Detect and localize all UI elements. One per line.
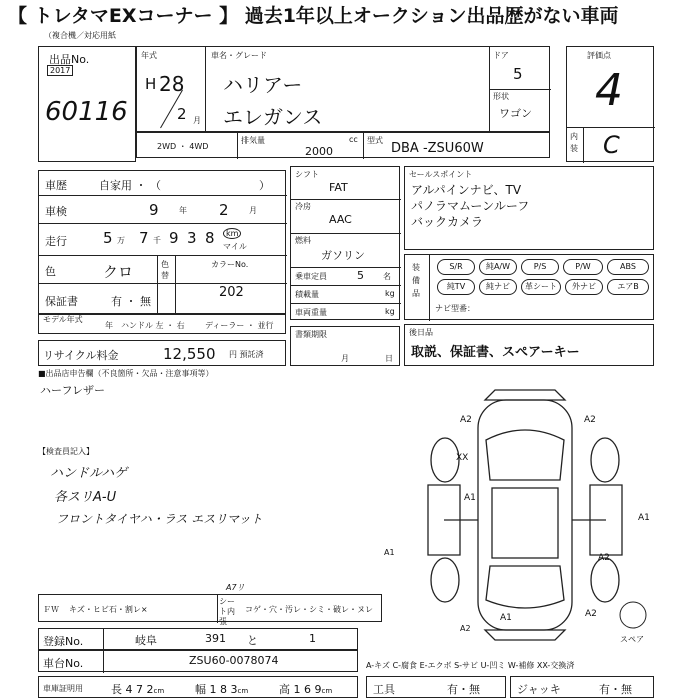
model-box bbox=[136, 46, 550, 132]
mark-0: A2 bbox=[460, 415, 472, 425]
postscript-box bbox=[404, 324, 654, 366]
score-label: 評価点 bbox=[587, 51, 611, 60]
deadline-day: 日 bbox=[385, 354, 393, 363]
katashiki-label: 型式 bbox=[367, 136, 383, 145]
load-label: 積載量 bbox=[295, 290, 319, 299]
score-box bbox=[566, 46, 654, 162]
spare-tire-icon bbox=[618, 600, 648, 630]
tools-row bbox=[366, 676, 506, 698]
lot-box bbox=[38, 46, 136, 162]
model-grade: エレガンス bbox=[223, 105, 323, 129]
equipment-box bbox=[404, 254, 654, 320]
dealer: ディーラー ・ 並行 bbox=[205, 321, 274, 330]
nenshiki-month-unit: 月 bbox=[193, 116, 201, 125]
equip-abs: ABS bbox=[607, 259, 649, 275]
recycle-unit: 円 預託済 bbox=[229, 350, 264, 359]
shape-label: 形状 bbox=[493, 92, 509, 101]
shaken-year-unit: 年 bbox=[179, 206, 187, 215]
mark-4: A1 bbox=[638, 513, 650, 523]
fw-items: キズ・ヒビ石・割レ× bbox=[69, 605, 148, 614]
subhead: （複合機／対応用紙 bbox=[44, 31, 116, 40]
equip-airbag: エアB bbox=[607, 279, 649, 295]
inspector-line-3: フロントタイヤハ・ラス エスリマット bbox=[56, 512, 263, 526]
lot-year: 2017 bbox=[47, 65, 73, 76]
registration-label: 登録No. bbox=[43, 635, 84, 648]
mileage-d1: 7 bbox=[139, 229, 149, 247]
capacity-value: 5 bbox=[357, 269, 364, 282]
capacity-unit: 名 bbox=[383, 272, 391, 281]
deadline-box bbox=[290, 326, 400, 366]
nenshiki-month: 2 bbox=[177, 105, 187, 123]
color-value: クロ bbox=[103, 263, 134, 281]
doors-label: ドア bbox=[493, 51, 509, 60]
mark-zba: A2 bbox=[460, 624, 471, 633]
score-value: 4 bbox=[595, 65, 623, 116]
nenshiki-label: 年式 bbox=[141, 51, 157, 60]
mileage-unit-mile: マイル bbox=[223, 242, 247, 251]
declaration-label: ■出品店申告欄（不良箇所・欠品・注意事項等） bbox=[38, 369, 214, 378]
mark-5: A1 bbox=[500, 613, 512, 623]
chassis-row bbox=[38, 650, 358, 672]
interior-value: C bbox=[603, 131, 620, 159]
model-label: 車名・グレード bbox=[211, 51, 267, 60]
interior-label: 内装 bbox=[570, 132, 578, 153]
fuel-value: ガソリン bbox=[321, 249, 365, 262]
recycle-row bbox=[38, 340, 286, 366]
postscript-label: 後日品 bbox=[409, 328, 433, 337]
dims-l: 長 4 7 2cm bbox=[111, 683, 165, 696]
mark-8: A2 bbox=[585, 609, 597, 619]
tools-label: 工具 bbox=[373, 683, 395, 696]
fw-label: ＦＷ bbox=[43, 605, 59, 614]
registration-kana: と bbox=[247, 634, 258, 647]
dims-label: 車庫証明用 bbox=[43, 684, 83, 693]
declaration-value: ハーフレザー bbox=[40, 384, 106, 397]
inspector-line-1: ハンドルハゲ bbox=[50, 466, 128, 481]
weight-unit: kg bbox=[385, 307, 395, 316]
equip-sr: S/R bbox=[437, 259, 475, 275]
lot-number: 60116 bbox=[45, 97, 128, 127]
equip-pw: P/W bbox=[563, 259, 603, 275]
shaken-label: 車検 bbox=[45, 205, 67, 218]
equip-aw: 純A/W bbox=[479, 259, 517, 275]
registration-row bbox=[38, 628, 358, 650]
mark-2: XX bbox=[456, 453, 469, 463]
fw-seat-label: シート内張 bbox=[219, 597, 235, 626]
postscript-value: 取説、保証書、スペアーキー bbox=[411, 345, 580, 360]
sales-point-2: パノラマムーンルーフ bbox=[411, 199, 530, 213]
shape-value: ワゴン bbox=[499, 107, 532, 120]
fw-note: A7リ bbox=[226, 583, 245, 592]
warranty-label: 保証書 bbox=[45, 295, 78, 308]
recycle-value: 12,550 bbox=[163, 345, 216, 363]
dims-w: 幅 1 8 3cm bbox=[195, 683, 249, 696]
shift-label: シフト bbox=[295, 170, 319, 179]
equip-ps: P/S bbox=[521, 259, 559, 275]
mark-3: A1 bbox=[464, 493, 476, 503]
mark-7: A2 bbox=[598, 553, 610, 563]
nenshiki-era: H bbox=[145, 75, 157, 93]
spec-row bbox=[136, 132, 550, 158]
jack-row bbox=[510, 676, 654, 698]
fuel-label: 燃料 bbox=[295, 236, 311, 245]
displacement-unit: cc bbox=[349, 135, 358, 144]
model-year-unit: 年 bbox=[105, 321, 113, 330]
capacity-label: 乗車定員 bbox=[295, 272, 327, 281]
mileage-man-unit: 万 bbox=[117, 236, 125, 245]
deadline-month: 月 bbox=[341, 354, 349, 363]
jack-label: ジャッキ bbox=[517, 683, 561, 696]
jack-value: 有・無 bbox=[599, 683, 632, 696]
color-code-label: カラーNo. bbox=[211, 260, 249, 269]
chassis-label: 車台No. bbox=[43, 657, 84, 670]
mileage-unit-km: km bbox=[223, 228, 241, 239]
equip-leather: 革シート bbox=[521, 279, 561, 295]
auction-banner: 【 トレタマEXコーナー 】 過去1年以上オークション出品歴がない車両 bbox=[0, 0, 700, 32]
inspector-label: 【検査員記入】 bbox=[38, 447, 94, 456]
displacement-value: 2000 bbox=[305, 145, 333, 158]
doors-value: 5 bbox=[513, 65, 523, 83]
mileage-d2: 9 bbox=[169, 229, 179, 247]
navi-label: ナビ型番： bbox=[435, 304, 475, 313]
equip-tv: 純TV bbox=[437, 279, 475, 295]
sales-points-label: セールスポイント bbox=[409, 170, 473, 179]
inspector-line-2: 各スリA-U bbox=[54, 490, 117, 505]
lot-label: 出品No. bbox=[49, 53, 90, 66]
mileage-man: 5 bbox=[103, 229, 113, 247]
weight-label: 車両重量 bbox=[295, 308, 327, 317]
mileage-label: 走行 bbox=[45, 235, 67, 248]
auction-sheet bbox=[0, 32, 700, 700]
mileage-d1-unit: 千 bbox=[153, 236, 161, 245]
mark-1: A2 bbox=[584, 415, 596, 425]
warranty-value: 有 ・ 無 bbox=[111, 295, 151, 308]
equip-navi: 純ナビ bbox=[479, 279, 517, 295]
sales-point-1: アルパインナビ、TV bbox=[411, 183, 522, 197]
chassis-value: ZSU60-0078074 bbox=[189, 654, 279, 667]
aircon-value: AAC bbox=[329, 213, 352, 226]
damage-legend: A-キズ C-腐食 E-エクボ S-サビ U-凹ミ W-補修 XX-交換済 bbox=[366, 661, 575, 670]
color-code: 202 bbox=[219, 285, 244, 300]
shaken-year: 9 bbox=[149, 201, 159, 219]
history-value: 自家用 ・ （ bbox=[99, 179, 161, 192]
shaken-month-unit: 月 bbox=[249, 206, 257, 215]
equipment-label: 装備品 bbox=[412, 263, 420, 298]
mid-box bbox=[290, 166, 400, 320]
dims-row bbox=[38, 676, 358, 698]
model-year-row bbox=[38, 314, 286, 334]
spare-label: スペア bbox=[620, 635, 644, 644]
registration-class: 391 bbox=[205, 632, 226, 645]
displacement-label: 排気量 bbox=[241, 136, 265, 145]
mileage-d4: 8 bbox=[205, 229, 215, 247]
registration-place: 岐阜 bbox=[135, 634, 157, 647]
color-change-label: 色替 bbox=[161, 260, 169, 280]
dims-h: 高 1 6 9cm bbox=[279, 683, 333, 696]
shift-value: FAT bbox=[329, 181, 348, 194]
color-label: 色 bbox=[45, 265, 56, 278]
shaken-month: 2 bbox=[219, 201, 229, 219]
fw-row bbox=[38, 594, 382, 626]
history-close: ） bbox=[259, 179, 270, 192]
equip-ext-navi: 外ナビ bbox=[565, 279, 603, 295]
drive: 2WD ・ 4WD bbox=[157, 142, 209, 151]
tools-value: 有・無 bbox=[447, 683, 480, 696]
mileage-d3: 3 bbox=[187, 229, 197, 247]
sales-point-3: バックカメラ bbox=[411, 215, 484, 229]
fw-seat-items: コゲ・穴・汚レ・シミ・破レ・ヌレ bbox=[245, 605, 373, 614]
model-year-label: モデル年式 bbox=[43, 315, 83, 324]
model-name: ハリアー bbox=[223, 73, 303, 97]
nenshiki-year: 28 bbox=[159, 72, 185, 96]
mark-zaa: A1 bbox=[384, 548, 395, 557]
katashiki-value: DBA -ZSU60W bbox=[391, 141, 484, 156]
handle: ハンドル 左 ・ 右 bbox=[121, 321, 185, 330]
aircon-label: 冷房 bbox=[295, 202, 311, 211]
deadline-label: 書類期限 bbox=[295, 330, 327, 339]
history-label: 車歴 bbox=[45, 179, 67, 192]
info-box bbox=[38, 170, 286, 314]
sales-points-box bbox=[404, 166, 654, 250]
registration-number: 1 bbox=[309, 632, 316, 645]
load-unit: kg bbox=[385, 289, 395, 298]
recycle-label: リサイクル料金 bbox=[43, 349, 119, 362]
